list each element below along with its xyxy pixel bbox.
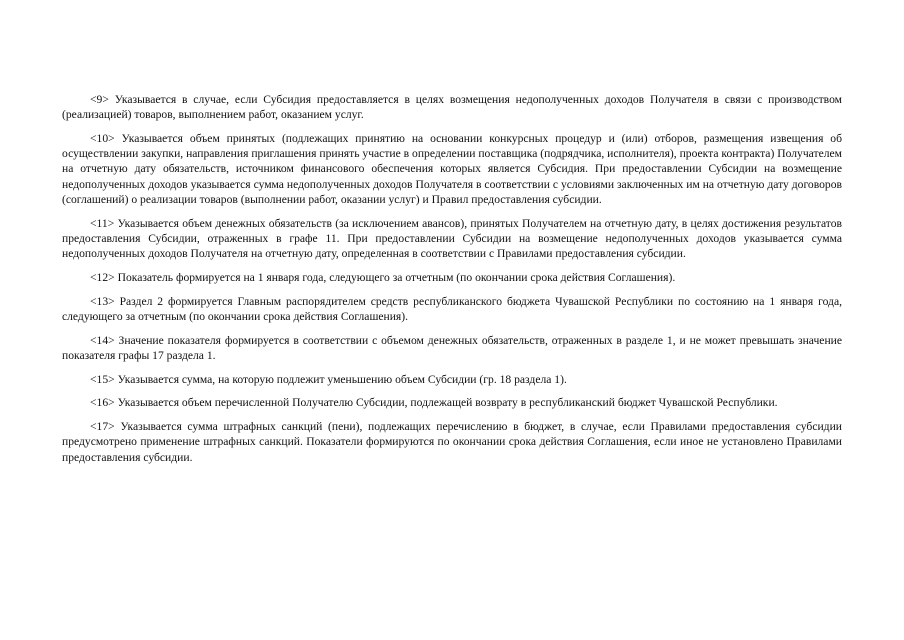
footnote-14: <14> Значение показателя формируется в соответствии с объемом денежных обязательств, отраженных в разделе 1, и не может превышать значение показателя графы 17 раздела 1. <box>62 333 842 362</box>
footnote-9: <9> Указывается в случае, если Субсидия предоставляется в целях возмещения недополученных доходов Получателя в связи с производством (реализацией) товаров, выполнением работ, оказанием услуг. <box>62 93 842 122</box>
footnote-12: <12> Показатель формируется на 1 января года, следующего за отчетным (по окончании срока действия Соглашения). <box>90 270 676 284</box>
footnote-16: <16> Указывается объем перечисленной Получателю Субсидии, подлежащей возврату в республиканский бюджет Чувашской Республики. <box>90 396 778 410</box>
footnote-17: <17> Указывается сумма штрафных санкций (пени), подлежащих перечислению в бюджет, в случае, если Правилами предоставления субсидии предусмотрено применение штрафных санкций. Показатели формируются по окончании срока действия Соглашения, если иное не установлено Правилами предоставления субсидии. <box>62 420 842 464</box>
footnote-11: <11> Указывается объем денежных обязательств (за исключением авансов), принятых Получателем на отчетную дату, в целях достижения результатов предоставления Субсидии, отраженных в графе 11. При предоставлении Субсидии на возмещение недополученных доходов указывается сумма недополученных доходов Получателя на отчетную дату, определенная в соответствии с Правилами предоставления субсидии. <box>62 216 842 261</box>
footnote-15: <15> Указывается сумма, на которую подлежит уменьшению объем Субсидии (гр. 18 раздела 1). <box>90 372 567 386</box>
footnotes-page <box>62 92 842 473</box>
footnote-10: <10> Указывается объем принятых (подлежащих принятию на основании конкурсных процедур и (или) отборов, размещения извещения об осуществлении закупки, направления приглашения принять участие в определении поставщика (подрядчика, исполнителя), проекта контракта) Получателем на отчетную дату обязательств, источником финансового обеспечения которых является Субсидия. При предоставлении Субсидии на возмещение недополученных доходов указывается сумма недополученных доходов Получателя в соответствии с условиями заключенных им на отчетную дату договоров (соглашений) о реализации товаров (выполнении работ, оказании услуг) и Правил предоставления субсидии. <box>62 132 842 206</box>
footnote-13: <13> Раздел 2 формируется Главным распорядителем средств республиканского бюджета Чувашской Республики по состоянию на 1 января года, следующего за отчетным (по окончании срока действия Соглашения). <box>62 294 842 323</box>
